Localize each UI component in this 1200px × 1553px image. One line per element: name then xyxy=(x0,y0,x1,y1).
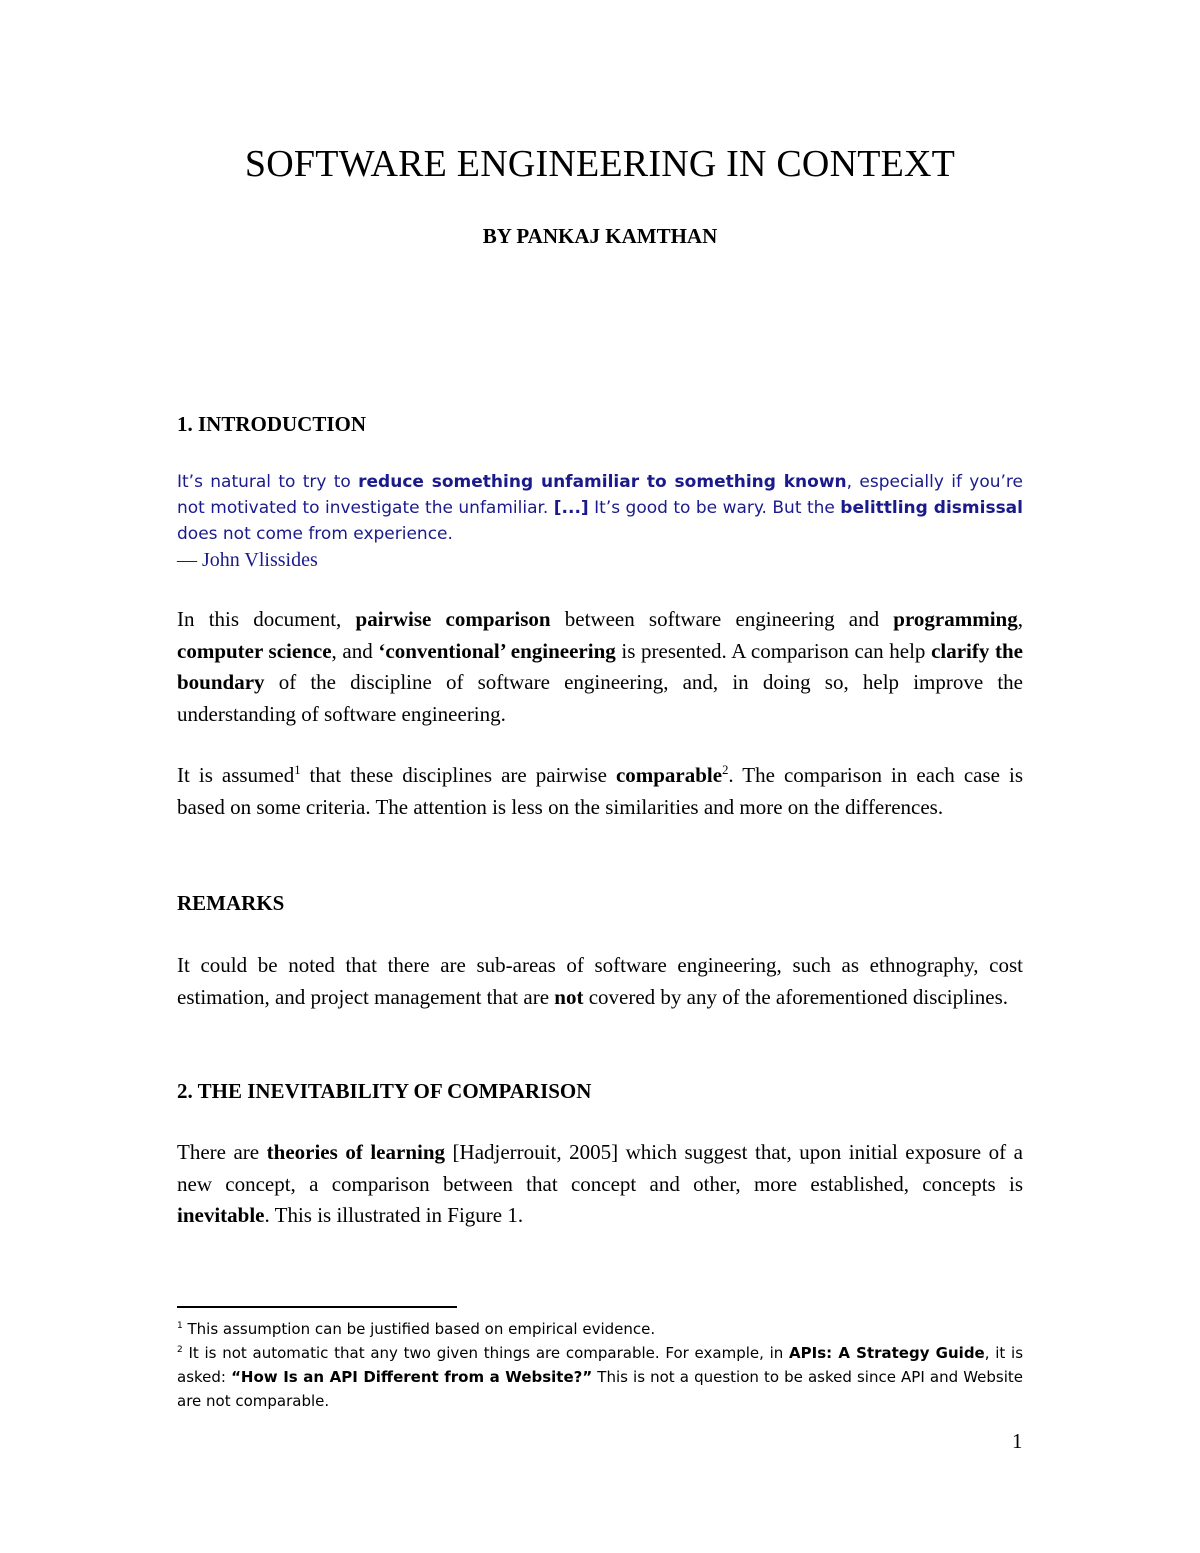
quote-emphasis: [...] xyxy=(553,498,589,518)
author-byline: BY PANKAJ KAMTHAN xyxy=(482,224,718,248)
paragraph-text: There are xyxy=(177,1140,267,1164)
quote-text: It’s good to be wary. But the xyxy=(588,498,841,518)
paragraph-text: is presented. A comparison can help xyxy=(615,638,932,663)
paragraph-emphasis: theories of learning xyxy=(266,1140,446,1164)
quote-text: does not come from experience. xyxy=(177,524,453,544)
paragraph-text: between software engineering and xyxy=(550,607,894,631)
paragraph-emphasis: programming xyxy=(893,607,1018,631)
footnote-mark: 2 xyxy=(177,1345,183,1355)
quote-attribution: — John Vlissides xyxy=(177,549,318,571)
paragraph-emphasis: computer science xyxy=(177,638,332,663)
paragraph-text: that these disciplines are pairwise xyxy=(300,763,616,787)
paragraph-text: , xyxy=(1017,607,1023,631)
paragraph-emphasis: clarify the boundary xyxy=(177,638,1023,694)
footnote-ref-1[interactable]: 1 xyxy=(294,763,301,777)
paragraph-text: . The comparison in each case is based on some criteria. The attention is less on the similarities and more on the differences. xyxy=(177,763,1023,819)
document-title: SOFTWARE ENGINEERING IN CONTEXT xyxy=(244,143,956,185)
paragraph-emphasis: pairwise comparison xyxy=(355,607,551,631)
remarks-paragraph xyxy=(177,950,1023,1013)
section-heading-introduction: 1. INTRODUCTION xyxy=(177,412,367,436)
page-number: 1 xyxy=(1012,1429,1023,1453)
footnote-text: This is not a question to be asked since API and Website are not comparable. xyxy=(177,1368,1023,1410)
intro-paragraph-2 xyxy=(177,760,1023,823)
footnote-text: This assumption can be justified based on empirical evidence. xyxy=(182,1320,656,1338)
quote-emphasis: reduce something unfamiliar to something known xyxy=(358,472,847,492)
paragraph-text: , and xyxy=(331,638,379,663)
paragraph-text: . This is illustrated in Figure 1. xyxy=(264,1203,524,1227)
paragraph-text: of the discipline of software engineering, and, in doing so, help improve the understanding of software engineering. xyxy=(177,670,1023,726)
paragraph-emphasis: comparable xyxy=(615,763,723,787)
footnote-text: It is not automatic that any two given things are comparable. For example, in xyxy=(182,1344,790,1362)
paragraph-text: covered by any of the aforementioned disciplines. xyxy=(583,984,1008,1009)
intro-paragraph-1 xyxy=(177,604,1023,730)
section-heading-comparison: 2. THE INEVITABILITY OF COMPARISON xyxy=(177,1079,592,1103)
paragraph-emphasis: not xyxy=(554,984,584,1009)
footnote-emphasis: “How Is an API Different from a Website?” xyxy=(231,1368,593,1386)
footnote-2 xyxy=(177,1341,1023,1413)
remarks-heading: REMARKS xyxy=(177,891,285,915)
footnote-1 xyxy=(177,1317,1023,1341)
comparison-paragraph xyxy=(177,1137,1023,1232)
paragraph-text: In this document, xyxy=(177,607,356,631)
footnote-separator xyxy=(177,1306,457,1308)
footnote-text: , it is asked: xyxy=(177,1344,1024,1386)
paragraph-text: It is assumed xyxy=(177,763,295,787)
footnote-emphasis: APIs: A Strategy Guide xyxy=(789,1344,985,1362)
paragraph-text: [Hadjerrouit, 2005] which suggest that, upon initial exposure of a new concept, a comparison between that concept and other, more established, concepts is xyxy=(177,1140,1023,1196)
epigraph-quote xyxy=(177,469,1023,574)
quote-text: It’s natural to try to xyxy=(177,472,359,492)
quote-emphasis: belittling dismissal xyxy=(840,498,1023,518)
quote-text: , especially if you’re not motivated to investigate the unfamiliar. xyxy=(177,472,1023,518)
footnote-ref-2[interactable]: 2 xyxy=(722,763,729,777)
footnote-mark: 1 xyxy=(177,1321,183,1331)
paragraph-emphasis: inevitable xyxy=(177,1203,265,1227)
paragraph-emphasis: ‘conventional’ engineering xyxy=(378,638,616,663)
paragraph-text: It could be noted that there are sub-areas of software engineering, such as ethnography, cost estimation, and project management that are xyxy=(177,953,1023,1009)
